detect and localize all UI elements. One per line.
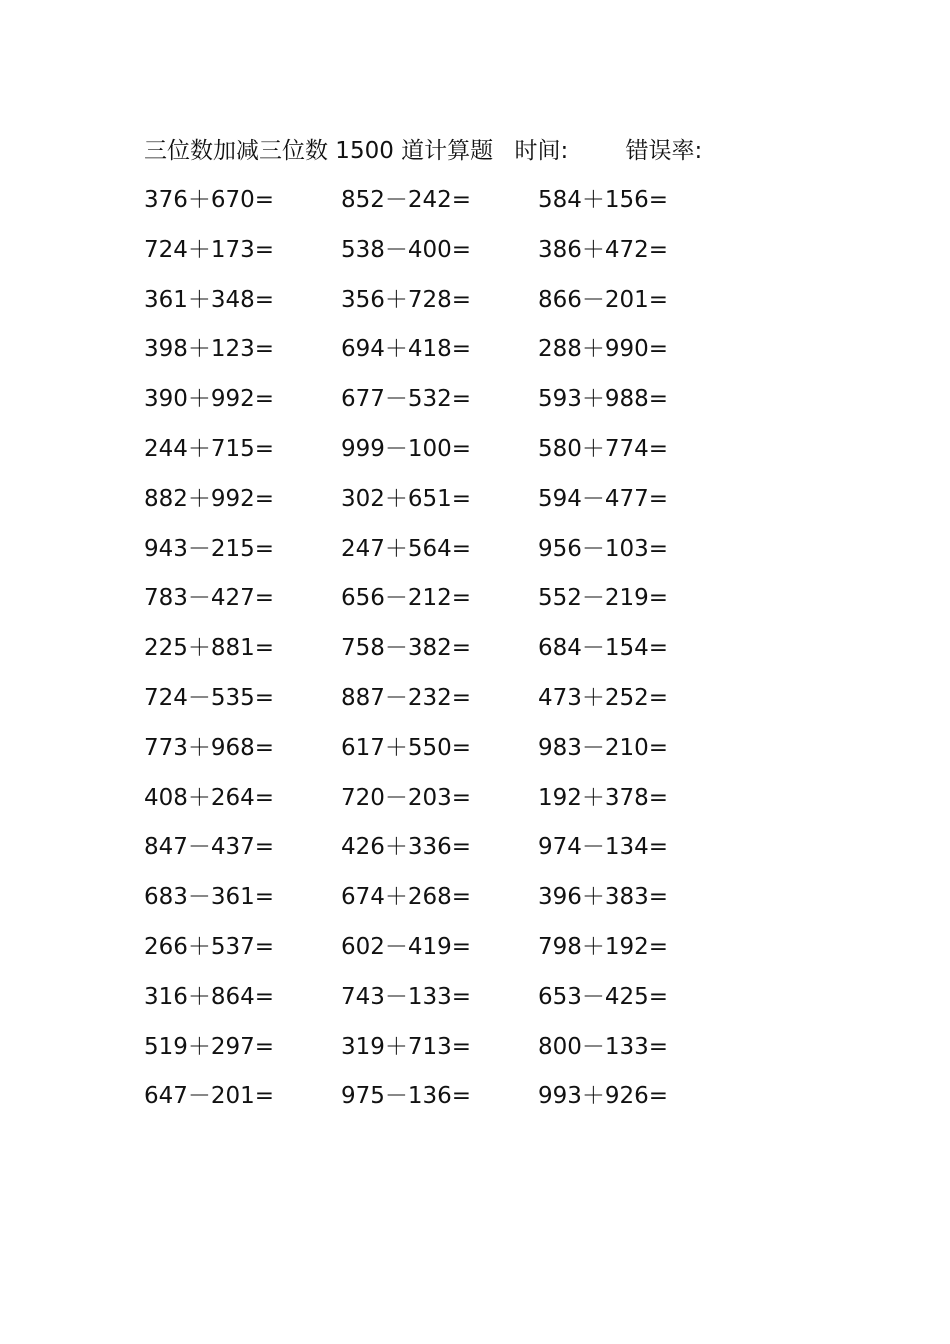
problem-item: 593＋988= [538,386,669,413]
problem-row [144,731,744,781]
problem-row [144,183,744,233]
problem-row [144,332,744,382]
worksheet-header [144,134,764,168]
problem-item: 361＋348= [144,286,275,313]
problem-item: 683－361= [144,884,275,911]
problem-grid [144,183,744,1129]
problem-item: 974－134= [538,834,669,861]
problem-item: 247＋564= [341,535,472,562]
problem-item: 743－133= [341,983,472,1010]
problem-row [144,382,744,432]
problem-item: 408＋264= [144,784,275,811]
problem-item: 647－201= [144,1083,275,1110]
problem-row [144,1030,744,1080]
problem-item: 356＋728= [341,286,472,313]
problem-item: 694＋418= [341,336,472,363]
problem-item: 386＋472= [538,236,669,263]
problem-item: 584＋156= [538,187,669,213]
problem-item: 426＋336= [341,834,472,861]
problem-item: 396＋383= [538,884,669,911]
problem-item: 852－242= [341,187,472,213]
problem-item: 882＋992= [144,485,275,512]
problem-item: 975－136= [341,1083,472,1110]
problem-item: 266＋537= [144,933,275,960]
problem-item: 244＋715= [144,435,275,462]
problem-item: 783－427= [144,585,275,612]
problem-item: 724＋173= [144,236,275,263]
problem-item: 319＋713= [341,1033,472,1060]
problem-row [144,233,744,283]
problem-row [144,980,744,1030]
problem-item: 656－212= [341,585,472,612]
problem-item: 538－400= [341,236,472,263]
problem-item: 943－215= [144,535,275,562]
problem-item: 302＋651= [341,485,472,512]
worksheet-title: 三位数加减三位数 1500 道计算题 [144,138,494,164]
problem-row [144,681,744,731]
problem-item: 519＋297= [144,1033,275,1060]
problem-item: 866－201= [538,286,669,313]
problem-item: 983－210= [538,734,669,761]
problem-row [144,532,744,582]
problem-item: 758－382= [341,635,472,662]
problem-row [144,482,744,532]
error-rate-label: 错误率: [625,138,703,164]
problem-row [144,1079,744,1129]
problem-item: 398＋123= [144,336,275,363]
problem-item: 580＋774= [538,435,669,462]
problem-row [144,781,744,831]
problem-item: 288＋990= [538,336,669,363]
problem-item: 674＋268= [341,884,472,911]
problem-item: 720－203= [341,784,472,811]
problem-item: 999－100= [341,435,472,462]
problem-item: 390＋992= [144,386,275,413]
problem-row [144,631,744,681]
problem-item: 684－154= [538,635,669,662]
problem-item: 316＋864= [144,983,275,1010]
problem-row [144,830,744,880]
problem-item: 653－425= [538,983,669,1010]
problem-item: 552－219= [538,585,669,612]
problem-item: 800－133= [538,1033,669,1060]
problem-row [144,581,744,631]
problem-item: 473＋252= [538,684,669,711]
problem-item: 773＋968= [144,734,275,761]
problem-row [144,283,744,333]
problem-item: 724－535= [144,684,275,711]
problem-row [144,930,744,980]
problem-item: 887－232= [341,684,472,711]
problem-row [144,880,744,930]
problem-item: 594－477= [538,485,669,512]
problem-item: 617＋550= [341,734,472,761]
problem-item: 993＋926= [538,1083,669,1110]
problem-item: 847－437= [144,834,275,861]
problem-item: 677－532= [341,386,472,413]
problem-item: 225＋881= [144,635,275,662]
problem-row [144,432,744,482]
problem-item: 192＋378= [538,784,669,811]
problem-item: 798＋192= [538,933,669,960]
problem-item: 956－103= [538,535,669,562]
time-label: 时间: [514,138,569,164]
problem-item: 602－419= [341,933,472,960]
problem-item: 376＋670= [144,187,275,213]
